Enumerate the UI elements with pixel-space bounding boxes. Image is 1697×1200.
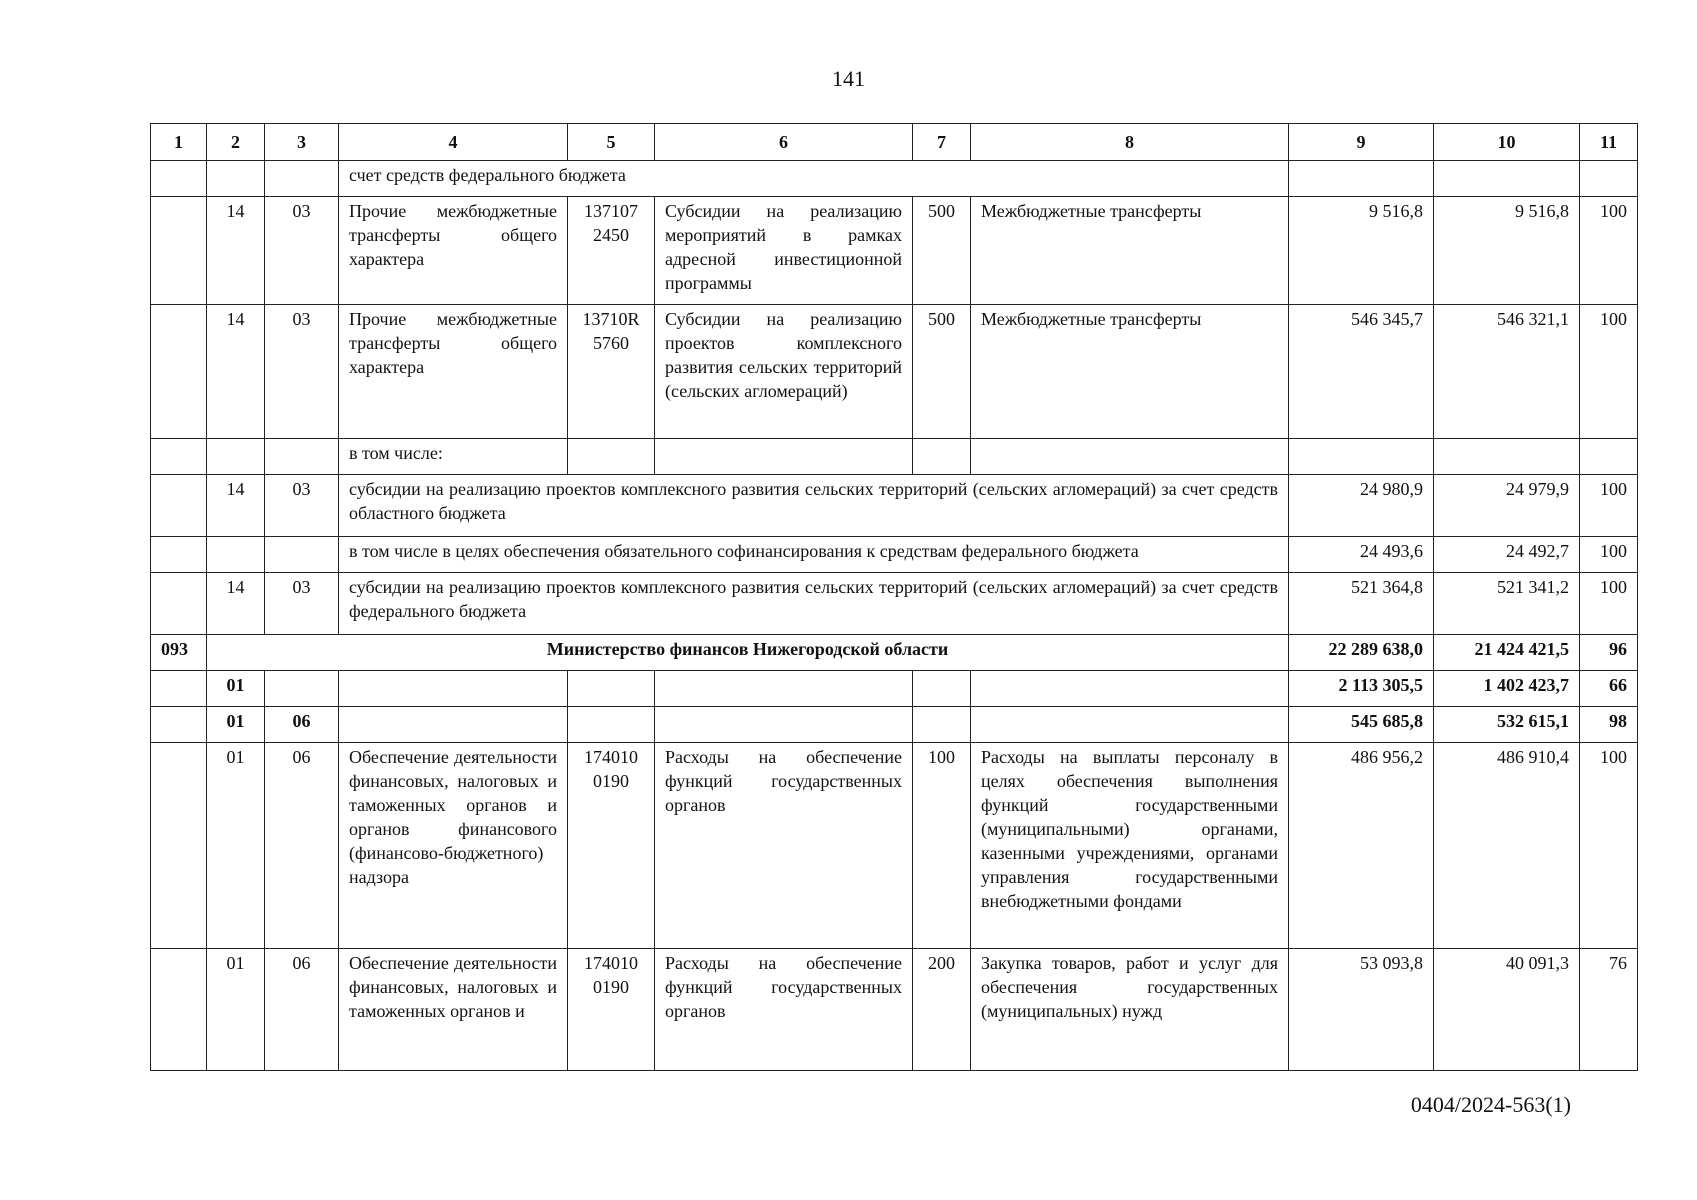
planned-amount: 53 093,8 [1289, 949, 1434, 1071]
target-code: 137107 2450 [568, 197, 655, 305]
table-row [151, 475, 1638, 537]
planned-amount: 2 113 305,5 [1289, 671, 1434, 707]
header-cell: 11 [1580, 124, 1638, 161]
planned-amount: 24 493,6 [1289, 537, 1434, 573]
header-cell: 1 [151, 124, 207, 161]
item-name: Прочие межбюджетные трансферты общего характера [339, 305, 568, 439]
row-text: в том числе: [339, 439, 568, 475]
execution-percent: 96 [1580, 635, 1638, 671]
item-name: Обеспечение деятельности финансовых, налоговых и таможенных органов и [339, 949, 568, 1071]
actual-amount: 9 516,8 [1434, 197, 1580, 305]
table-row [151, 305, 1638, 439]
table-header-row [151, 124, 1638, 161]
header-cell: 10 [1434, 124, 1580, 161]
planned-amount: 545 685,8 [1289, 707, 1434, 743]
execution-percent: 100 [1580, 537, 1638, 573]
expense-type-name: Межбюджетные трансферты [971, 305, 1289, 439]
section-code: 14 [207, 197, 265, 305]
row-text: субсидии на реализацию проектов комплексного развития сельских территорий (сельских агломераций) за счет средств областного бюджета [339, 475, 1289, 537]
expense-type-code: 100 [913, 743, 971, 949]
subsection-code: 06 [265, 949, 339, 1071]
planned-amount: 546 345,7 [1289, 305, 1434, 439]
execution-percent: 100 [1580, 573, 1638, 635]
section-code: 14 [207, 305, 265, 439]
table-row [151, 707, 1638, 743]
section-code: 14 [207, 475, 265, 537]
target-name: Субсидии на реализацию мероприятий в рамках адресной инвестиционной программы [655, 197, 913, 305]
section-code: 01 [207, 671, 265, 707]
planned-amount: 9 516,8 [1289, 197, 1434, 305]
actual-amount: 21 424 421,5 [1434, 635, 1580, 671]
target-code: 174010 0190 [568, 949, 655, 1071]
table-row [151, 743, 1638, 949]
header-cell: 7 [913, 124, 971, 161]
target-name: Расходы на обеспечение функций государственных органов [655, 949, 913, 1071]
planned-amount: 22 289 638,0 [1289, 635, 1434, 671]
actual-amount: 40 091,3 [1434, 949, 1580, 1071]
header-cell: 5 [568, 124, 655, 161]
subsection-code: 03 [265, 197, 339, 305]
item-name: Прочие межбюджетные трансферты общего характера [339, 197, 568, 305]
row-text: счет средств федерального бюджета [339, 161, 1289, 197]
table-row [151, 635, 1638, 671]
expense-type-code: 500 [913, 197, 971, 305]
expense-type-name: Закупка товаров, работ и услуг для обеспечения государственных (муниципальных) нужд [971, 949, 1289, 1071]
target-name: Субсидии на реализацию проектов комплексного развития сельских территорий (сельских агломераций) [655, 305, 913, 439]
section-code: 14 [207, 573, 265, 635]
header-cell: 9 [1289, 124, 1434, 161]
planned-amount: 486 956,2 [1289, 743, 1434, 949]
execution-percent: 100 [1580, 305, 1638, 439]
row-text: в том числе в целях обеспечения обязательного софинансирования к средствам федерального бюджета [339, 537, 1289, 573]
execution-percent: 100 [1580, 743, 1638, 949]
row-text: субсидии на реализацию проектов комплексного развития сельских территорий (сельских агломераций) за счет средств федерального бюджета [339, 573, 1289, 635]
actual-amount: 486 910,4 [1434, 743, 1580, 949]
execution-percent: 66 [1580, 671, 1638, 707]
actual-amount: 1 402 423,7 [1434, 671, 1580, 707]
page-number: 141 [832, 66, 865, 91]
table-row [151, 949, 1638, 1071]
actual-amount: 546 321,1 [1434, 305, 1580, 439]
expense-type-name: Межбюджетные трансферты [971, 197, 1289, 305]
section-code: 01 [207, 743, 265, 949]
header-cell: 2 [207, 124, 265, 161]
expense-type-code: 200 [913, 949, 971, 1071]
table-row [151, 573, 1638, 635]
execution-percent: 100 [1580, 475, 1638, 537]
item-name: Обеспечение деятельности финансовых, налоговых и таможенных органов и органов финансового (финансово-бюджетного) надзора [339, 743, 568, 949]
table-row [151, 671, 1638, 707]
planned-amount: 521 364,8 [1289, 573, 1434, 635]
table-row [151, 439, 1638, 475]
actual-amount: 24 492,7 [1434, 537, 1580, 573]
target-code: 174010 0190 [568, 743, 655, 949]
ministry-code: 093 [151, 635, 207, 671]
actual-amount: 24 979,9 [1434, 475, 1580, 537]
execution-percent: 76 [1580, 949, 1638, 1071]
header-cell: 4 [339, 124, 568, 161]
subsection-code: 06 [265, 707, 339, 743]
subsection-code: 03 [265, 573, 339, 635]
table-row [151, 197, 1638, 305]
table-row [151, 537, 1638, 573]
planned-amount: 24 980,9 [1289, 475, 1434, 537]
header-cell: 8 [971, 124, 1289, 161]
expense-type-code: 500 [913, 305, 971, 439]
target-code: 13710R 5760 [568, 305, 655, 439]
header-cell: 6 [655, 124, 913, 161]
section-code: 01 [207, 707, 265, 743]
ministry-title: Министерство финансов Нижегородской области [207, 635, 1289, 671]
header-cell: 3 [265, 124, 339, 161]
document-number: 0404/2024-563(1) [1410, 1092, 1571, 1117]
expense-type-name: Расходы на выплаты персоналу в целях обеспечения выполнения функций государственными (муниципальными) органами, казенными учреждениями, органами управления государственными внебюджетными фондами [971, 743, 1289, 949]
subsection-code: 03 [265, 305, 339, 439]
actual-amount: 532 615,1 [1434, 707, 1580, 743]
budget-table [150, 123, 1638, 1071]
subsection-code: 03 [265, 475, 339, 537]
target-name: Расходы на обеспечение функций государственных органов [655, 743, 913, 949]
table-row [151, 161, 1638, 197]
execution-percent: 98 [1580, 707, 1638, 743]
section-code: 01 [207, 949, 265, 1071]
actual-amount: 521 341,2 [1434, 573, 1580, 635]
subsection-code: 06 [265, 743, 339, 949]
execution-percent: 100 [1580, 197, 1638, 305]
